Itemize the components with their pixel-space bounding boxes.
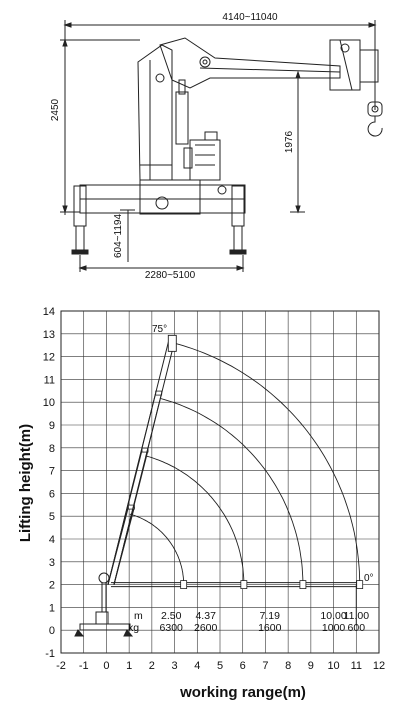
crane-drawing (50, 12, 382, 281)
x-axis-title: working range(m) (180, 684, 306, 701)
load-label: 600 (347, 622, 366, 634)
outrigger-leg-right (230, 186, 246, 254)
load-label: 6300 (159, 622, 183, 634)
load-chart (17, 306, 385, 701)
load-label: 1000 (321, 622, 346, 634)
y-tick-label: 7 (48, 465, 55, 478)
x-tick-label: 7 (262, 660, 269, 672)
working-arc (145, 456, 244, 585)
x-tick-label: 8 (285, 660, 292, 672)
x-tick-label: 9 (307, 660, 314, 672)
boom-tip-marker (156, 391, 162, 395)
x-tick-label: 4 (194, 660, 201, 672)
boom-head-marker (168, 335, 176, 351)
y-tick-label: 13 (42, 328, 55, 341)
horizontal-boom-tip-marker (357, 581, 363, 589)
y-tick-label: -1 (45, 648, 55, 660)
load-label: 1600 (258, 622, 282, 634)
x-tick-label: -1 (78, 660, 89, 672)
x-tick-label: 10 (327, 660, 340, 672)
x-tick-label: -2 (56, 660, 66, 672)
y-tick-label: 5 (48, 511, 55, 524)
y-axis-title: Lifting height(m) (17, 423, 34, 543)
y-tick-label: 8 (48, 442, 55, 455)
y-tick-label: 0 (48, 625, 55, 638)
unit-range-label: m (134, 610, 143, 622)
max-angle-label: 75° (152, 324, 168, 335)
y-tick-label: 14 (42, 306, 55, 318)
y-tick-label: 4 (48, 534, 55, 546)
range-label: 7.19 (259, 610, 280, 622)
lift-cylinder (176, 80, 188, 144)
y-tick-label: 2 (48, 579, 55, 592)
y-tick-label: 11 (43, 374, 55, 387)
crane-base (80, 180, 245, 214)
working-arc (130, 514, 184, 585)
range-label: 10.00 (320, 610, 347, 622)
crane-boom (160, 38, 340, 88)
x-tick-label: 0 (103, 660, 110, 672)
horizontal-boom-tip-marker (241, 581, 247, 589)
range-label: 4.37 (195, 610, 216, 622)
boom-segment (114, 338, 175, 584)
range-label: 2.50 (160, 610, 182, 622)
y-tick-label: 3 (48, 556, 55, 569)
boom-segment (108, 338, 169, 584)
boom-positions (108, 335, 176, 584)
dim-leg-label: 604~1194 (113, 213, 124, 259)
dim-right-label: 1976 (284, 130, 295, 154)
y-tick-label: 12 (42, 351, 55, 364)
x-tick-label: 2 (148, 660, 155, 672)
x-tick-label: 5 (216, 660, 224, 672)
dim-top-label: 4140~11040 (222, 12, 278, 23)
y-tick-label: 10 (42, 397, 55, 410)
x-tick-label: 3 (171, 660, 178, 672)
y-tick-label: 1 (48, 602, 55, 615)
x-tick-labels (56, 660, 385, 672)
y-tick-label: 9 (48, 420, 55, 432)
dim-left-label: 2450 (50, 98, 61, 122)
min-angle-label: 0° (364, 573, 374, 584)
x-tick-label: 1 (126, 660, 133, 672)
hook (368, 90, 382, 136)
working-arc (161, 399, 303, 585)
unit-load-label: kg (128, 622, 140, 634)
y-tick-labels (43, 306, 55, 660)
dim-top-line (65, 20, 375, 215)
dim-left-line (60, 40, 140, 212)
x-tick-label: 6 (239, 660, 246, 672)
chart-grid (61, 311, 379, 653)
dim-bottom-label: 2280~5100 (144, 270, 196, 281)
horizontal-boom-tip-marker (300, 581, 306, 589)
x-tick-label: 12 (372, 660, 386, 672)
range-label: 11.00 (343, 610, 370, 622)
boom-head (330, 40, 378, 90)
horizontal-boom-tip-marker (181, 581, 187, 589)
y-tick-label: 6 (48, 488, 55, 501)
load-label: 2600 (194, 622, 218, 634)
x-tick-label: 11 (350, 660, 362, 672)
